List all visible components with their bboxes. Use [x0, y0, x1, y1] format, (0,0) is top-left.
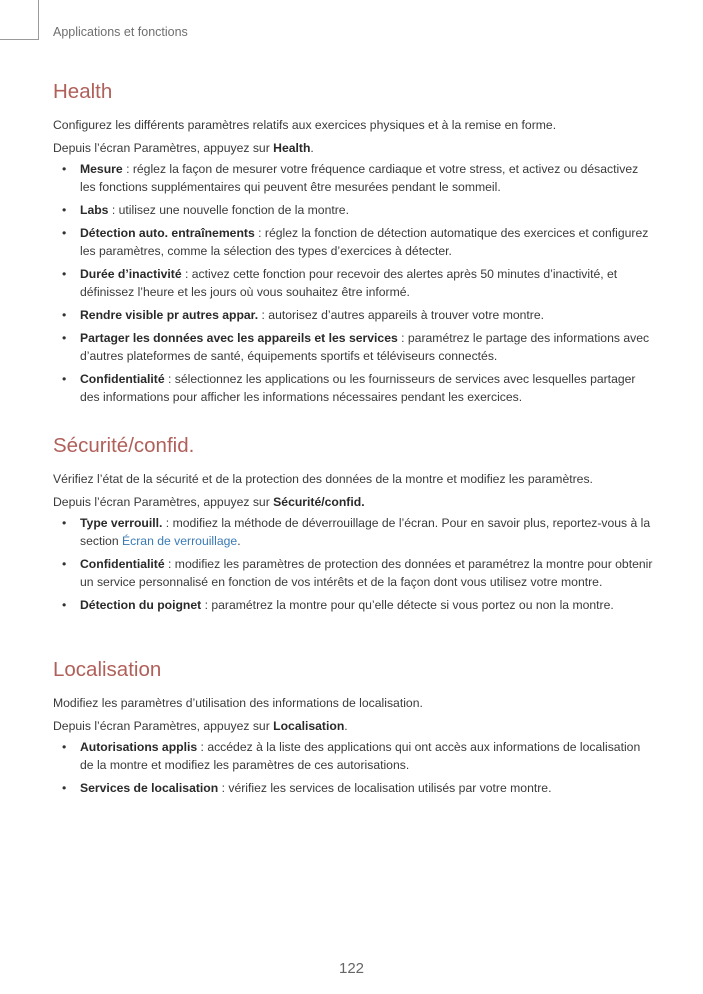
- list-item: [53, 514, 653, 550]
- list-item: [53, 160, 653, 196]
- section-title-location: Localisation: [53, 658, 162, 681]
- path-menu-name: Localisation: [273, 719, 345, 733]
- running-head: Applications et fonctions: [53, 25, 188, 39]
- option-description: : paramétrez la montre pour qu’elle détecte si vous portez ou non la montre.: [201, 598, 614, 612]
- list-item: [53, 224, 653, 260]
- section-intro-location: Modifiez les paramètres d’utilisation des informations de localisation.: [53, 696, 423, 710]
- section-title-health: Health: [53, 80, 113, 103]
- page-number: 122: [338, 960, 365, 977]
- section-location: [53, 658, 653, 802]
- path-prefix: Depuis l’écran Paramètres, appuyez sur: [53, 495, 274, 509]
- option-description: : modifiez les paramètres de protection des données et paramétrez la montre pour obtenir un service personnalisé en fonction de vos intérêts et de la façon dont vous utilisez votre montre.: [80, 557, 653, 589]
- option-description: : réglez la façon de mesurer votre fréquence cardiaque et votre stress, et activez ou désactivez les fonctions supplémentaires qui peuvent être mesurées pendant le sommeil.: [80, 162, 639, 194]
- option-description-end: .: [237, 534, 241, 548]
- option-term: Confidentialité: [80, 557, 165, 571]
- list-item: [53, 306, 653, 324]
- crop-mark-horizontal: [0, 39, 39, 40]
- option-description: : paramétrez le partage des informations avec d’autres plateformes de santé, équipements sportifs et téléviseurs connectés.: [80, 331, 650, 363]
- option-list-health: [53, 160, 653, 406]
- lock-screen-link[interactable]: Écran de verrouillage: [122, 534, 238, 548]
- list-item: [53, 779, 653, 797]
- option-description: : utilisez une nouvelle fonction de la montre.: [108, 203, 349, 217]
- crop-mark-vertical: [38, 0, 39, 40]
- list-item: [53, 329, 653, 365]
- option-term: Détection auto. entraînements: [80, 226, 255, 240]
- option-description: : réglez la fonction de détection automatique des exercices et configurez les paramètres, comme la sélection des types d’exercices à détecter.: [80, 226, 649, 258]
- path-suffix: .: [310, 141, 314, 155]
- option-term: Type verrouill.: [80, 516, 163, 530]
- option-description: : accédez à la liste des applications qui ont accès aux informations de localisation de la montre et modifiez les paramètres de ces autorisations.: [80, 740, 641, 772]
- path-menu-name: Health: [273, 141, 311, 155]
- option-term: Autorisations applis: [80, 740, 198, 754]
- section-title-security: Sécurité/confid.: [53, 434, 195, 457]
- settings-path-security: [53, 493, 653, 511]
- option-description: : activez cette fonction pour recevoir des alertes après 50 minutes d’inactivité, et définissez l’heure et les jours où vous souhaitez être informé.: [80, 267, 618, 299]
- option-term: Confidentialité: [80, 372, 165, 386]
- option-term: Rendre visible pr autres appar.: [80, 308, 259, 322]
- settings-path-location: [53, 717, 653, 735]
- path-menu-name: Sécurité/confid.: [273, 495, 365, 509]
- section-health: [53, 80, 653, 411]
- option-description: : modifiez la méthode de déverrouillage de l’écran. Pour en savoir plus, reportez-vous à la section: [80, 516, 651, 548]
- option-term: Partager les données avec les appareils et les services: [80, 331, 398, 345]
- option-description: : sélectionnez les applications ou les fournisseurs de services avec lesquelles partager des informations pour afficher les informations nécessaires pendant les exercices.: [80, 372, 636, 404]
- settings-path-health: [53, 139, 653, 157]
- option-description: : vérifiez les services de localisation utilisés par votre montre.: [218, 781, 552, 795]
- option-term: Services de localisation: [80, 781, 219, 795]
- option-description: : autorisez d’autres appareils à trouver votre montre.: [258, 308, 545, 322]
- list-item: [53, 370, 653, 406]
- list-item: [53, 265, 653, 301]
- option-list-location: [53, 738, 653, 797]
- path-prefix: Depuis l’écran Paramètres, appuyez sur: [53, 141, 274, 155]
- option-term: Durée d’inactivité: [80, 267, 182, 281]
- list-item: [53, 201, 653, 219]
- list-item: [53, 596, 653, 614]
- path-suffix: .: [344, 719, 348, 733]
- section-intro-security: Vérifiez l’état de la sécurité et de la protection des données de la montre et modifiez les paramètres.: [53, 472, 593, 486]
- section-security: [53, 434, 653, 619]
- list-item: [53, 555, 653, 591]
- path-prefix: Depuis l’écran Paramètres, appuyez sur: [53, 719, 274, 733]
- option-list-security: [53, 514, 653, 614]
- option-term: Mesure: [80, 162, 123, 176]
- option-term: Labs: [80, 203, 109, 217]
- list-item: [53, 738, 653, 774]
- section-intro-health: Configurez les différents paramètres relatifs aux exercices physiques et à la remise en forme.: [53, 118, 557, 132]
- option-term: Détection du poignet: [80, 598, 202, 612]
